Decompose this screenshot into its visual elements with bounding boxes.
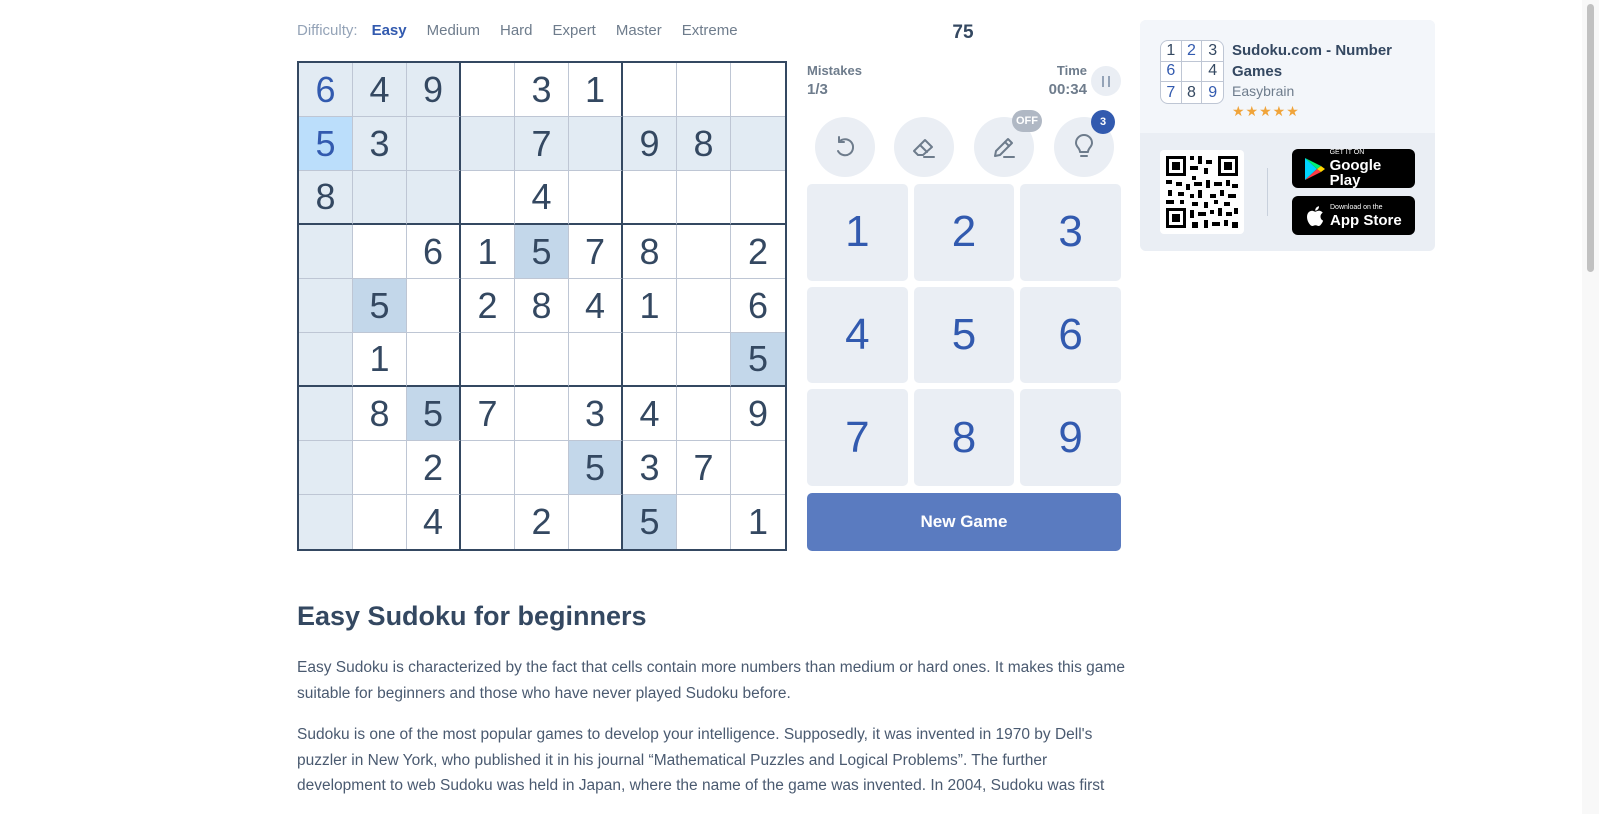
app-icon-cell: 1 <box>1161 41 1182 62</box>
numpad-key-6[interactable]: 6 <box>1020 287 1121 384</box>
undo-button[interactable] <box>815 117 875 177</box>
erase-button[interactable] <box>894 117 954 177</box>
sudoku-cell[interactable]: 8 <box>299 171 353 225</box>
sudoku-cell[interactable] <box>299 441 353 495</box>
sudoku-cell[interactable] <box>407 333 461 387</box>
article-title: Easy Sudoku for beginners <box>297 601 647 631</box>
lightbulb-icon <box>1071 133 1097 161</box>
sudoku-cell[interactable]: 4 <box>407 495 461 549</box>
sudoku-cell[interactable]: 3 <box>569 387 623 441</box>
sudoku-cell[interactable]: 3 <box>353 117 407 171</box>
hint-badge: 3 <box>1091 110 1115 134</box>
app-title[interactable]: Sudoku.com - Number Games <box>1232 42 1393 80</box>
sudoku-cell[interactable] <box>299 279 353 333</box>
app-icon-cell: 9 <box>1208 83 1218 101</box>
sudoku-cell[interactable] <box>461 333 515 387</box>
difficulty-easy[interactable]: Easy <box>371 22 407 39</box>
sudoku-cell[interactable] <box>407 171 461 225</box>
time-label: Time <box>1056 63 1087 78</box>
sudoku-cell[interactable]: 5 <box>731 333 785 387</box>
sudoku-cell[interactable]: 7 <box>515 117 569 171</box>
numpad-key-3[interactable]: 3 <box>1020 184 1121 281</box>
sudoku-cell[interactable] <box>677 63 731 117</box>
sudoku-cell[interactable] <box>677 171 731 225</box>
sudoku-cell[interactable] <box>623 333 677 387</box>
sudoku-cell[interactable]: 7 <box>461 387 515 441</box>
sudoku-cell[interactable]: 1 <box>461 225 515 279</box>
sudoku-cell[interactable]: 8 <box>623 225 677 279</box>
eraser-icon <box>910 133 938 161</box>
app-icon-cell: 3 <box>1202 41 1223 62</box>
app-icon-cell: 7 <box>1161 82 1182 103</box>
sudoku-cell[interactable] <box>677 387 731 441</box>
sudoku-cell[interactable] <box>731 441 785 495</box>
sudoku-cell[interactable] <box>731 117 785 171</box>
google-play-small-text: GET IT ON <box>1329 149 1365 156</box>
numpad-key-9[interactable]: 9 <box>1020 389 1121 486</box>
app-rating-stars: ★★★★★ <box>1232 103 1300 119</box>
app-icon-cell <box>1182 62 1203 83</box>
sudoku-cell[interactable]: 2 <box>461 279 515 333</box>
google-play-text: Google Play <box>1329 157 1382 189</box>
sudoku-cell[interactable]: 8 <box>677 117 731 171</box>
difficulty-hard[interactable]: Hard <box>499 22 533 39</box>
sudoku-cell[interactable] <box>731 171 785 225</box>
app-icon-cell: 8 <box>1182 82 1203 103</box>
sudoku-cell[interactable] <box>677 225 731 279</box>
numpad-key-7[interactable]: 7 <box>807 389 908 486</box>
sudoku-cell[interactable]: 2 <box>731 225 785 279</box>
sudoku-cell[interactable] <box>353 441 407 495</box>
sudoku-cell[interactable]: 4 <box>353 63 407 117</box>
difficulty-master[interactable]: Master <box>615 22 662 39</box>
difficulty-medium[interactable]: Medium <box>426 22 480 39</box>
sudoku-cell[interactable]: 5 <box>299 117 353 171</box>
numpad-key-8[interactable]: 8 <box>914 389 1015 486</box>
page-scrollbar[interactable] <box>1582 0 1599 814</box>
difficulty-expert[interactable]: Expert <box>552 22 596 39</box>
undo-icon <box>832 134 858 160</box>
sudoku-cell[interactable] <box>461 171 515 225</box>
sudoku-cell[interactable]: 6 <box>299 63 353 117</box>
sudoku-cell[interactable] <box>461 117 515 171</box>
sudoku-cell[interactable] <box>515 333 569 387</box>
app-icon-cell: 6 <box>1161 62 1182 83</box>
app-developer: Easybrain <box>1232 83 1295 99</box>
numpad-key-4[interactable]: 4 <box>807 287 908 384</box>
app-icon <box>1160 40 1224 104</box>
sudoku-cell[interactable] <box>353 495 407 549</box>
sudoku-cell[interactable] <box>407 279 461 333</box>
sudoku-cell[interactable] <box>515 441 569 495</box>
sudoku-cell[interactable] <box>353 171 407 225</box>
qr-code-icon <box>1160 150 1244 234</box>
app-promo-card <box>1140 20 1435 251</box>
google-play-button[interactable] <box>1292 149 1415 188</box>
sudoku-cell[interactable]: 1 <box>353 333 407 387</box>
google-play-icon <box>1300 157 1330 181</box>
sudoku-cell[interactable]: 8 <box>353 387 407 441</box>
notes-badge: OFF <box>1012 110 1042 132</box>
sudoku-cell[interactable] <box>623 63 677 117</box>
new-game-button[interactable]: New Game <box>807 493 1121 551</box>
time-value: 00:34 <box>1048 81 1087 98</box>
sudoku-cell[interactable] <box>515 387 569 441</box>
app-store-button[interactable] <box>1292 196 1415 235</box>
mistakes-label: Mistakes <box>807 63 862 78</box>
numpad-key-2[interactable]: 2 <box>914 184 1015 281</box>
sudoku-cell[interactable]: 8 <box>515 279 569 333</box>
pause-button[interactable] <box>1091 66 1121 96</box>
app-icon-cell: 4 <box>1202 62 1223 83</box>
sudoku-cell[interactable] <box>407 117 461 171</box>
sudoku-cell[interactable]: 4 <box>515 171 569 225</box>
sudoku-cell[interactable] <box>299 333 353 387</box>
sudoku-cell[interactable]: 7 <box>569 225 623 279</box>
app-store-small-text: Download on the <box>1330 203 1383 211</box>
scrollbar-thumb[interactable] <box>1587 4 1594 272</box>
numpad-key-1[interactable]: 1 <box>807 184 908 281</box>
sudoku-cell[interactable]: 4 <box>623 387 677 441</box>
sudoku-cell[interactable] <box>677 333 731 387</box>
sudoku-cell[interactable]: 2 <box>407 441 461 495</box>
sudoku-cell[interactable]: 9 <box>407 63 461 117</box>
numpad-key-5[interactable]: 5 <box>914 287 1015 384</box>
sudoku-cell[interactable] <box>623 171 677 225</box>
app-store-text: App Store <box>1330 211 1402 229</box>
app-icon-cell: 2 <box>1182 41 1203 62</box>
sudoku-cell[interactable]: 2 <box>515 495 569 549</box>
sudoku-cell[interactable] <box>353 225 407 279</box>
article-paragraph-1: Easy Sudoku is characterized by the fact that cells contain more numbers than medium or hard ones. It makes this game suitable for beginners and those who have never played Sudoku before. <box>297 659 1125 702</box>
sudoku-cell[interactable]: 5 <box>407 387 461 441</box>
sudoku-cell[interactable] <box>569 495 623 549</box>
sudoku-cell[interactable] <box>299 225 353 279</box>
sudoku-cell[interactable]: 1 <box>569 63 623 117</box>
sudoku-cell[interactable]: 7 <box>677 441 731 495</box>
article-paragraph-2: Sudoku is one of the most popular games to develop your intelligence. Supposedly, it was invented in 1970 by Dell's puzzler in New York, who published it in his journal “Mathematical Puzzles and Logical Problems”. The further development to web Sudoku was held in Japan, where the name of the game was invented. In 2004, Sudoku was first <box>297 726 1105 794</box>
apple-icon <box>1300 205 1330 227</box>
sudoku-cell[interactable] <box>461 441 515 495</box>
difficulty-bar <box>297 22 758 39</box>
sudoku-cell[interactable]: 5 <box>569 441 623 495</box>
sudoku-cell[interactable]: 9 <box>623 117 677 171</box>
sudoku-cell[interactable]: 4 <box>569 279 623 333</box>
sudoku-cell[interactable] <box>677 495 731 549</box>
sudoku-cell[interactable]: 3 <box>623 441 677 495</box>
sudoku-cell[interactable]: 9 <box>731 387 785 441</box>
sudoku-cell[interactable] <box>461 63 515 117</box>
sudoku-cell[interactable] <box>569 117 623 171</box>
sudoku-cell[interactable] <box>677 279 731 333</box>
sudoku-cell[interactable]: 1 <box>623 279 677 333</box>
sudoku-cell[interactable] <box>299 495 353 549</box>
score: 75 <box>952 22 974 43</box>
sudoku-cell[interactable]: 6 <box>731 279 785 333</box>
sudoku-board <box>297 61 787 551</box>
sudoku-cell[interactable]: 5 <box>515 225 569 279</box>
sudoku-cell[interactable] <box>569 171 623 225</box>
sudoku-cell[interactable]: 6 <box>407 225 461 279</box>
sudoku-cell[interactable] <box>731 63 785 117</box>
mistakes-value: 1/3 <box>807 81 828 98</box>
difficulty-extreme[interactable]: Extreme <box>681 22 738 39</box>
sudoku-cell[interactable]: 3 <box>515 63 569 117</box>
difficulty-label: Difficulty: <box>297 22 358 39</box>
sudoku-cell[interactable] <box>299 387 353 441</box>
pause-icon <box>1102 76 1104 87</box>
sudoku-cell[interactable]: 1 <box>747 501 769 542</box>
sudoku-cell[interactable] <box>461 495 515 549</box>
sudoku-cell[interactable]: 5 <box>623 495 677 549</box>
pencil-icon <box>990 133 1018 161</box>
sudoku-cell[interactable] <box>569 333 623 387</box>
divider <box>1267 168 1268 216</box>
number-pad <box>807 184 1121 486</box>
sudoku-cell[interactable]: 5 <box>353 279 407 333</box>
